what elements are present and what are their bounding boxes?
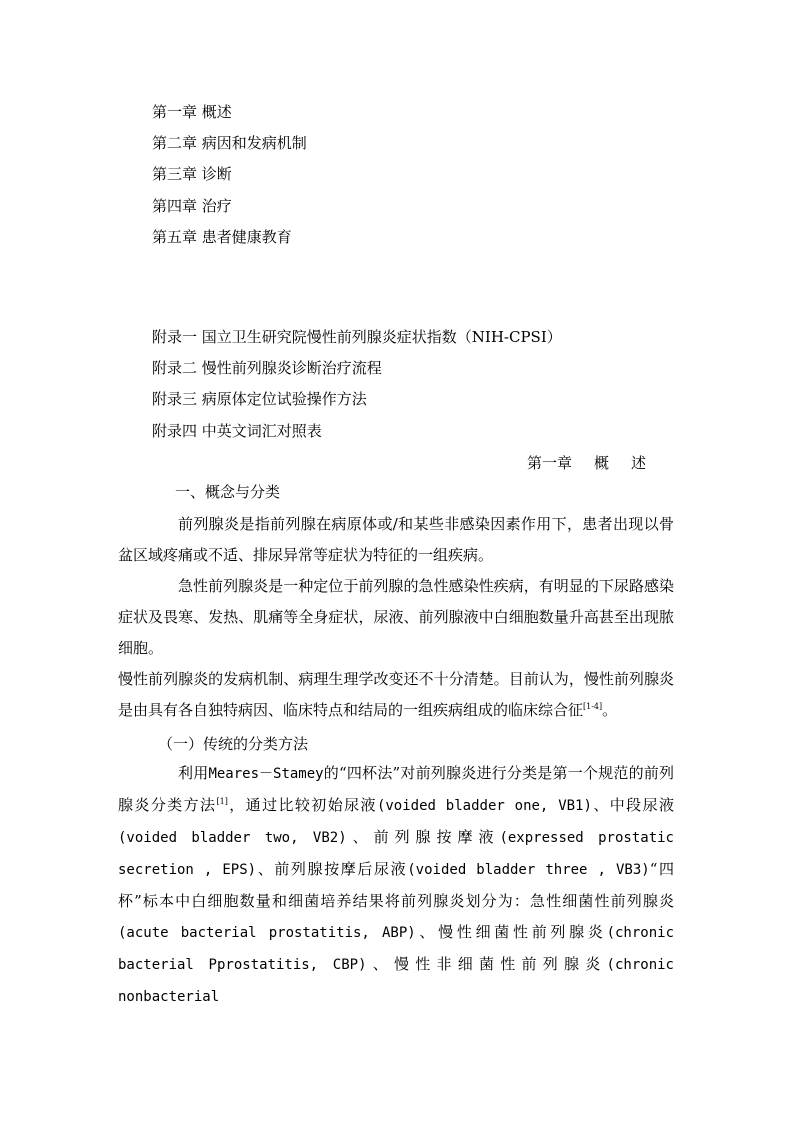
chapter-heading [527, 453, 646, 473]
p4-term-vb2: (voided bladder two, VB2) [118, 830, 347, 846]
p4-text-o: 、慢性非细菌性前列腺炎 [366, 955, 607, 973]
section-title: 一、概念与分类 [175, 483, 281, 501]
toc-appendix-3[interactable]: 附录三 病原体定位试验操作方法 [152, 390, 367, 408]
toc-appendix-4[interactable]: 附录四 中英文词汇对照表 [152, 422, 322, 440]
toc-chapter-5[interactable]: 第五章 患者健康教育 [152, 228, 292, 246]
toc-chapter-3[interactable]: 第三章 诊断 [152, 165, 232, 183]
citation-ref[interactable]: [1-4] [583, 702, 603, 711]
p4-text-m: 、慢性细菌性前列腺炎 [415, 923, 607, 941]
citation-ref-2[interactable]: [1] [216, 797, 228, 806]
paragraph-definition: 前列腺炎是指前列腺在病原体或/和某些非感染因素作用下，患者出现以骨盆区域疼痛或不适、排尿异常等症状为特征的一组疾病。 [118, 515, 674, 564]
paragraph-acute: 急性前列腺炎是一种定位于前列腺的急性感染性疾病，有明显的下尿路感染症状及畏寒、发热、肌痛等全身症状，尿液、前列腺液中白细胞数量升高甚至出现脓细胞。 [118, 577, 674, 657]
p4-text-g: 、前列腺按摩液 [346, 828, 500, 846]
toc-chapter-1[interactable]: 第一章 概述 [152, 103, 232, 121]
p4-term-eps: (expressed prostatic secretion , EPS) [118, 830, 674, 878]
toc-chapter-4[interactable]: 第四章 治疗 [152, 197, 232, 215]
p4-term-abp: (acute bacterial prostatitis, ABP) [118, 925, 416, 941]
p4-term: Meares－Stamey [208, 766, 324, 782]
p4-term-vb3: (voided bladder three , VB3) [407, 862, 650, 878]
chapter-heading-number: 第一章 [527, 454, 573, 472]
p4-term-cnbp: (chronic nonbacterial [118, 957, 674, 1005]
toc-chapter-2[interactable]: 第二章 病因和发病机制 [152, 134, 307, 152]
chapter-heading-word-1: 概 [594, 454, 610, 472]
toc-appendix-1[interactable]: 附录一 国立卫生研究院慢性前列腺炎症状指数（NIH-CPSI） [152, 328, 562, 346]
chapter-heading-word-2: 述 [631, 454, 647, 472]
p4-text-a: 利用 [178, 764, 209, 782]
p4-term-cbp: (chronic bacterial Pprostatitis, CBP) [118, 925, 674, 973]
paragraph-chronic-text: 慢性前列腺炎的发病机制、病理生理学改变还不十分清楚。目前认为，慢性前列腺炎是由具有各自独特病因、临床特点和结局的一组疾病组成的临床综合征 [118, 670, 674, 719]
p4-text-c: ，通过比较初始尿液 [227, 796, 377, 814]
subsection-title: （一）传统的分类方法 [158, 735, 309, 753]
p4-text-b: 的“四杯法”对前列腺炎进行分类是第一个规范的前列腺炎分类方法 [118, 764, 674, 814]
p4-term-vb1: (voided bladder one, VB1) [376, 798, 592, 814]
paragraph-chronic-end: 。 [602, 701, 618, 719]
paragraph-chronic [118, 664, 674, 726]
toc-appendix-2[interactable]: 附录二 慢性前列腺炎诊断治疗流程 [152, 359, 382, 377]
p4-text-i: 、前列腺按摩后尿液 [256, 860, 408, 878]
paragraph-classification [118, 758, 674, 1013]
p4-text-k: “四杯”标本中白细胞数量和细菌培养结果将前列腺炎划分为：急性细菌性前列腺炎 [118, 860, 675, 910]
p4-text-e: 、中段尿液 [591, 796, 674, 814]
